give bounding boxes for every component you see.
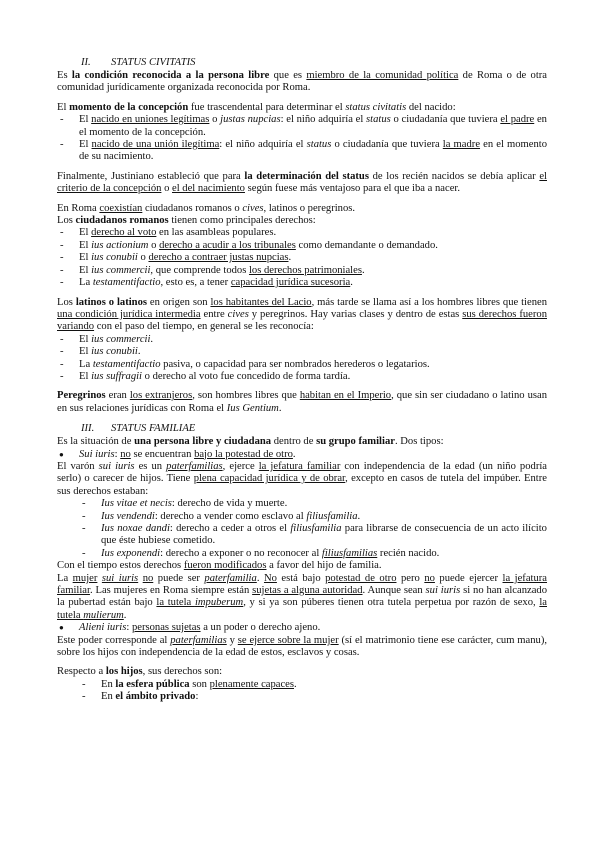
paragraph-definition-civitatis: Es la condición reconocida a la persona libre que es miembro de la comunidad política de Roma o de otra comunidad jurídicamente organizada reconocida por Roma. — [57, 70, 548, 94]
paragraph-peregrinos: Peregrinos eran los extranjeros, son hombres libres que habitan en el Imperio, que sin ser ciudadano o latino usan en sus relaciones jurídicas con Roma el Ius Gentium. — [57, 390, 547, 414]
paragraph-ciudadanos-romanos: Los ciudadanos romanos tienen como principales derechos: — [57, 215, 316, 227]
list-item: - El ius suffragii o derecho al voto fue concedido de forma tardía. — [57, 371, 547, 383]
section-heading-status-familiae: III. STATUS FAMILIAE — [81, 423, 196, 435]
list-item: - En la esfera pública son plenamente capaces. — [57, 679, 547, 691]
list-item: - Ius exponendi: derecho a exponer o no reconocer al filiusfamilias recién nacido. — [57, 548, 547, 560]
list-item: - Ius vitae et necis: derecho de vida y muerte. — [57, 498, 547, 510]
list-item: - La testamentifactio, esto es, a tener capacidad jurídica sucesoria. — [57, 277, 547, 289]
list-item: - Ius vendendi: derecho a vender como esclavo al filiusfamilia. — [57, 511, 547, 523]
paragraph-coexistian: En Roma coexistían ciudadanos romanos o cives, latinos o peregrinos. — [57, 202, 356, 214]
paragraph-poder-paterfamilias: Este poder corresponde al paterfamilias y se ejerce sobre la mujer (sí el matrimonio tiene ese carácter, cum manu), sobre los hijos con independencia de la edad de estos, esclavos y cosas. — [57, 634, 548, 659]
list-item: - El ius conubii. — [57, 346, 547, 358]
bullet-item-alieni-iuris: ● Alieni iuris: personas sujetas a un poder o derecho ajeno. — [57, 622, 547, 634]
paragraph-momento-concepcion: El momento de la concepción fue trascendental para determinar el status civitatis del nacido: — [57, 101, 456, 113]
section-heading-status-civitatis: II. STATUS CIVITATIS — [81, 57, 196, 68]
list-item: - En el ámbito privado: — [57, 691, 547, 703]
paragraph-mujer-sui-iuris: La mujer sui iuris no puede ser paterfamilia. No está bajo potestad de otro pero no puede ejercer la jefatura familiar. Las mujeres en Roma siempre están sujetas a alguna autoridad. Aunque sean sui iuris si no han alcanzado la pubertad están bajo la tutela impuberum, y si ya son púberes tienen otra tutela perpetua por razón de sexo, la tutela mulierum. — [57, 572, 548, 621]
list-item: - El nacido en uniones legítimas o justas nupcias: el niño adquiría el status o ciudadanía que tuviera el padre en el momento de la concepción. — [57, 114, 547, 139]
paragraph-justiniano: Finalmente, Justiniano estableció que para la determinación del status de los recién nacidos se debía aplicar el criterio de la concepción o el del nacimiento según fuese más ventajoso para el que iba a nacer. — [57, 170, 547, 195]
list-derechos-hijos — [57, 679, 547, 704]
list-item: - El ius commercii. — [57, 334, 547, 346]
list-item: - El ius actionium o derecho a acudir a los tribunales como demandante o demandado. — [57, 240, 547, 252]
paragraph-latinos: Los latinos o latinos en origen son los habitantes del Lacio, más tarde se llama así a los hombres libres que tienen una condición jurídica intermedia entre cives y peregrinos. Hay varias clases y dentro de estas sus derechos fueron variando con el paso del tiempo, en general se les reconocía: — [57, 296, 548, 333]
paragraph-derechos-modificados: Con el tiempo estos derechos fueron modificados a favor del hijo de familia. — [57, 560, 382, 572]
list-item: - Ius noxae dandi: derecho a ceder a otros el filiusfamilia para librarse de consecuencia de un acto ilícito que éste hubiese cometido. — [57, 523, 547, 548]
list-item: - La testamentifactio pasiva, o capacidad para ser nombrados herederos o legatarios. — [57, 359, 547, 371]
list-derechos-latinos — [57, 334, 547, 384]
list-item: - El ius commercii, que comprende todos los derechos patrimoniales. — [57, 265, 547, 277]
list-alieni-iuris — [57, 622, 547, 634]
list-item: - El nacido de una unión ilegítima: el niño adquiría el status o ciudadanía que tuviera la madre en el momento de su nacimiento. — [57, 139, 547, 164]
list-item: - El derecho al voto en las asambleas populares. — [57, 227, 547, 239]
list-sui-iuris — [57, 449, 547, 461]
paragraph-respecto-hijos: Respecto a los hijos, sus derechos son: — [57, 666, 223, 678]
list-derechos-paterfamilias — [57, 498, 547, 560]
list-derechos-romanos — [57, 227, 547, 289]
list-nacimiento — [57, 114, 547, 164]
bullet-item-sui-iuris: ● Sui iuris: no se encuentran bajo la potestad de otro. — [57, 449, 547, 461]
paragraph-definition-familiae: Es la situación de una persona libre y ciudadana dentro de su grupo familiar. Dos tipos: — [57, 436, 444, 448]
list-item: - El ius conubii o derecho a contraer justas nupcias. — [57, 252, 547, 264]
paragraph-varon-sui-iuris: El varón sui iuris es un paterfamilias, ejerce la jefatura familiar con independencia de la edad (un niño podría serlo) o carecer de hijos. Tiene plena capacidad jurídica y de obrar, excepto en casos de tutela del impúber. Entre sus derechos estaban: — [57, 460, 547, 497]
document-page — [57, 56, 547, 704]
